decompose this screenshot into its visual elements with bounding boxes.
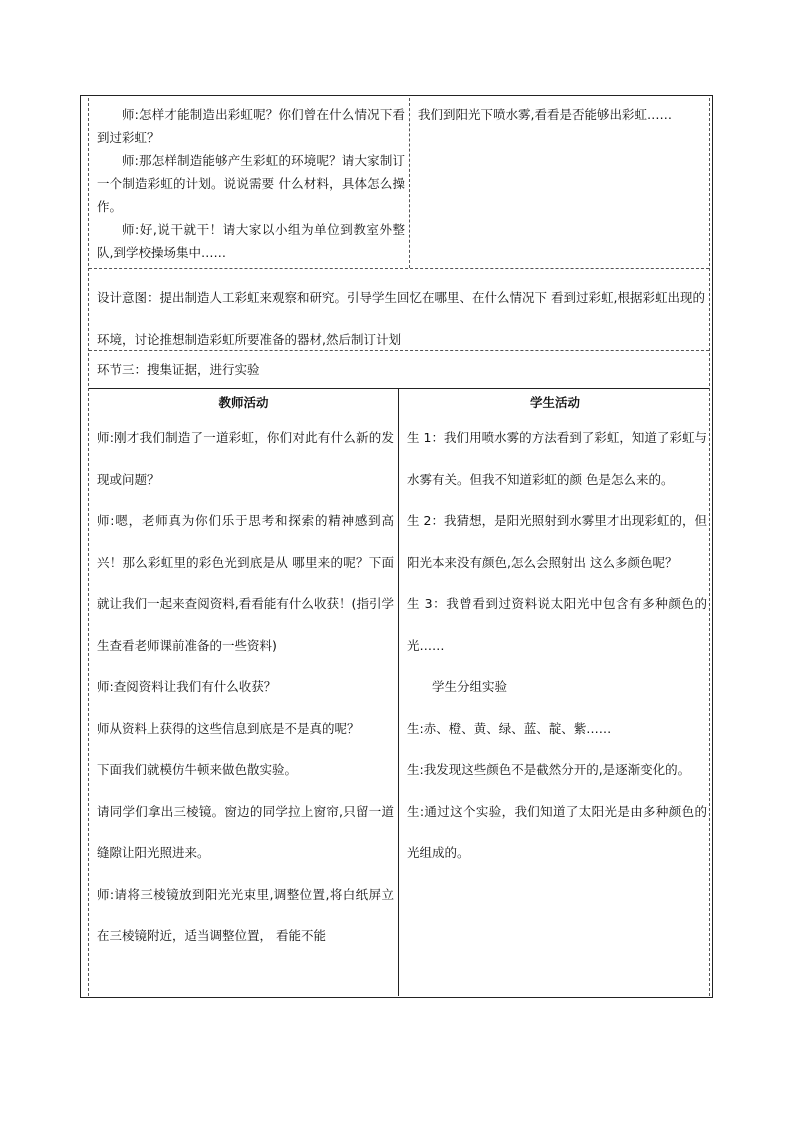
activity-body-row xyxy=(89,416,709,996)
teacher-line: 请同学们拿出三棱镜。窗边的同学拉上窗帘,只留一道缝隙让阳光照进来。 xyxy=(97,803,394,860)
student-line: 生:我发现这些颜色不是截然分开的,是逐渐变化的。 xyxy=(407,762,691,777)
student-activity-header: 学生活动 xyxy=(529,395,580,410)
stage-title-row xyxy=(89,350,709,388)
student-activity-cell xyxy=(399,416,711,996)
top-student-cell xyxy=(410,98,711,268)
teacher-paragraph: 师:好,说干就干！请大家以小组为单位到教室外整队,到学校操场集中…… xyxy=(97,222,405,260)
column-header-row xyxy=(89,388,709,416)
teacher-paragraph: 师:怎样才能制造出彩虹呢？你们曾在什么情况下看到过彩虹？ xyxy=(97,107,405,145)
design-intent-text: 设计意图：提出制造人工彩虹来观察和研究。引导学生回忆在哪里、在什么情况下 看到过彩虹,根据彩虹出现的环境，讨论推想制造彩虹所要准备的器材,然后制订计划 xyxy=(97,290,705,347)
teacher-activity-cell xyxy=(89,416,399,996)
student-line: 生:赤、橙、黄、绿、蓝、靛、紫…… xyxy=(407,720,612,736)
teacher-line: 师:刚才我们制造了一道彩虹，你们对此有什么新的发现或问题？ xyxy=(97,430,394,487)
teacher-line: 师从资料上获得的这些信息到底是不是真的呢？ xyxy=(97,720,360,736)
student-line: 生 1：我们用喷水雾的方法看到了彩虹，知道了彩虹与水雾有关。但我不知道彩虹的颜 色是怎么来的。 xyxy=(407,430,707,487)
stage-title: 环节三：搜集证据，进行实验 xyxy=(97,362,260,377)
student-line: 生:通过这个实验，我们知道了太阳光是由多种颜色的光组成的。 xyxy=(407,803,707,860)
teacher-paragraph: 师:那怎样制造能够产生彩虹的环境呢？请大家制订一个制造彩虹的计划。说说需要 什么材料，具体怎么操作。 xyxy=(97,153,405,214)
teacher-activity-header: 教师活动 xyxy=(89,389,399,416)
student-line: 生 3：我曾看到过资料说太阳光中包含有多种颜色的光…… xyxy=(407,596,707,653)
teacher-line: 下面我们就模仿牛顿来做色散实验。 xyxy=(97,762,298,777)
student-paragraph: 我们到阳光下喷水雾,看看是否能够出彩虹…… xyxy=(418,107,672,122)
teacher-line: 师:嗯，老师真为你们乐于思考和探索的精神感到高兴！那么彩虹里的彩色光到底是从 哪里来的呢？下面就让我们一起来查阅资料,看看能有什么收获！(指引学生查看老师课前准备的一些资料) xyxy=(97,513,394,653)
top-section-row xyxy=(89,98,709,268)
top-teacher-cell xyxy=(89,98,410,268)
teacher-line: 师:查阅资料让我们有什么收获？ xyxy=(97,679,277,694)
teacher-line: 师:请将三棱镜放到阳光光束里,调整位置,将白纸屏立在三棱镜附近，适当调整位置， 看能不能 xyxy=(97,886,394,943)
design-intent-row xyxy=(89,268,709,350)
lesson-plan-table xyxy=(80,95,713,998)
student-line: 生 2：我猜想，是阳光照射到水雾里才出现彩虹的，但阳光本来没有颜色,怎么会照射出 这么多颜色呢？ xyxy=(407,513,707,570)
student-line: 学生分组实验 xyxy=(432,679,508,694)
table-inner-frame xyxy=(88,98,710,996)
